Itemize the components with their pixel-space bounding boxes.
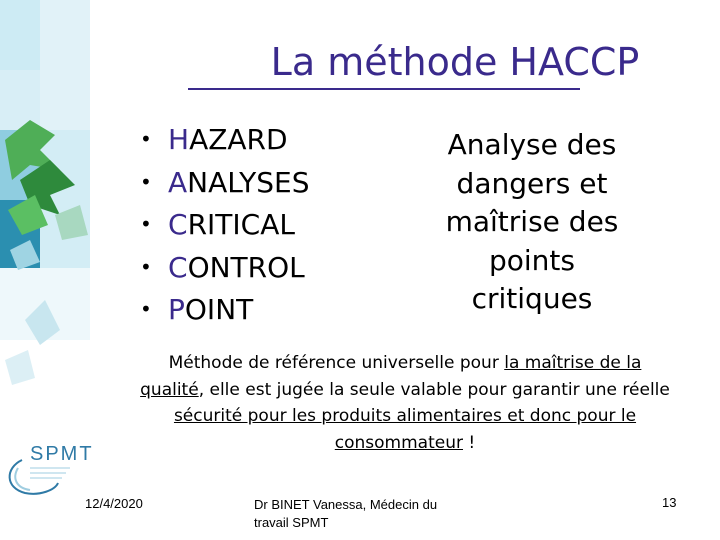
acronym-item: [140, 288, 309, 331]
page-number: 13: [662, 495, 677, 510]
footer-author: Dr BINET Vanessa, Médecin du travail SPMT: [254, 497, 438, 530]
acronym-initial: C: [168, 250, 188, 284]
bullet-icon: •: [140, 169, 152, 194]
acronym-initial: C: [168, 208, 188, 241]
paragraph-underlined-safety: sécurité pour les produits alimentaires et donc pour le consommateur: [173, 406, 637, 453]
logo-text: SPMT: [30, 443, 94, 465]
definition-line: points: [489, 243, 575, 277]
acronym-item: [140, 246, 309, 289]
definition-line: Analyse des: [447, 128, 617, 161]
definition-line: critiques: [471, 282, 593, 315]
footer-date: 12/4/2020: [85, 496, 143, 511]
bullet-icon: •: [140, 212, 152, 236]
acronym-rest: RITICAL: [187, 208, 295, 241]
bullet-icon: •: [140, 297, 152, 321]
bullet-icon: •: [140, 254, 152, 279]
bullet-icon: •: [140, 127, 152, 151]
definition-line: dangers et: [456, 166, 608, 200]
acronym-rest: NALYSES: [187, 165, 310, 199]
paragraph-text: Méthode de référence universelle pour: [168, 353, 505, 373]
acronym-rest: AZARD: [189, 123, 288, 156]
acronym-list: [140, 118, 309, 331]
acronym-item: [140, 203, 309, 246]
acronym-rest: OINT: [184, 293, 254, 326]
slide-title-text: La méthode HACCP: [270, 40, 640, 84]
paragraph-text: , elle est jugée la seule valable pour garantir une réelle: [198, 379, 670, 400]
paragraph-underlined-quality: la maîtrise de la qualité: [140, 353, 642, 400]
definition-line: maîtrise des: [445, 205, 619, 238]
title-underline: [188, 88, 580, 90]
acronym-rest: ONTROL: [187, 250, 305, 284]
acronym-initial: H: [168, 123, 190, 156]
acronym-initial: P: [168, 293, 185, 326]
slide-title: [0, 40, 720, 84]
paragraph-text: !: [463, 432, 476, 453]
haccp-definition: [432, 126, 632, 319]
acronym-initial: A: [168, 165, 188, 199]
description-paragraph: [140, 350, 670, 456]
acronym-item: [140, 118, 309, 161]
acronym-item: [140, 161, 309, 204]
